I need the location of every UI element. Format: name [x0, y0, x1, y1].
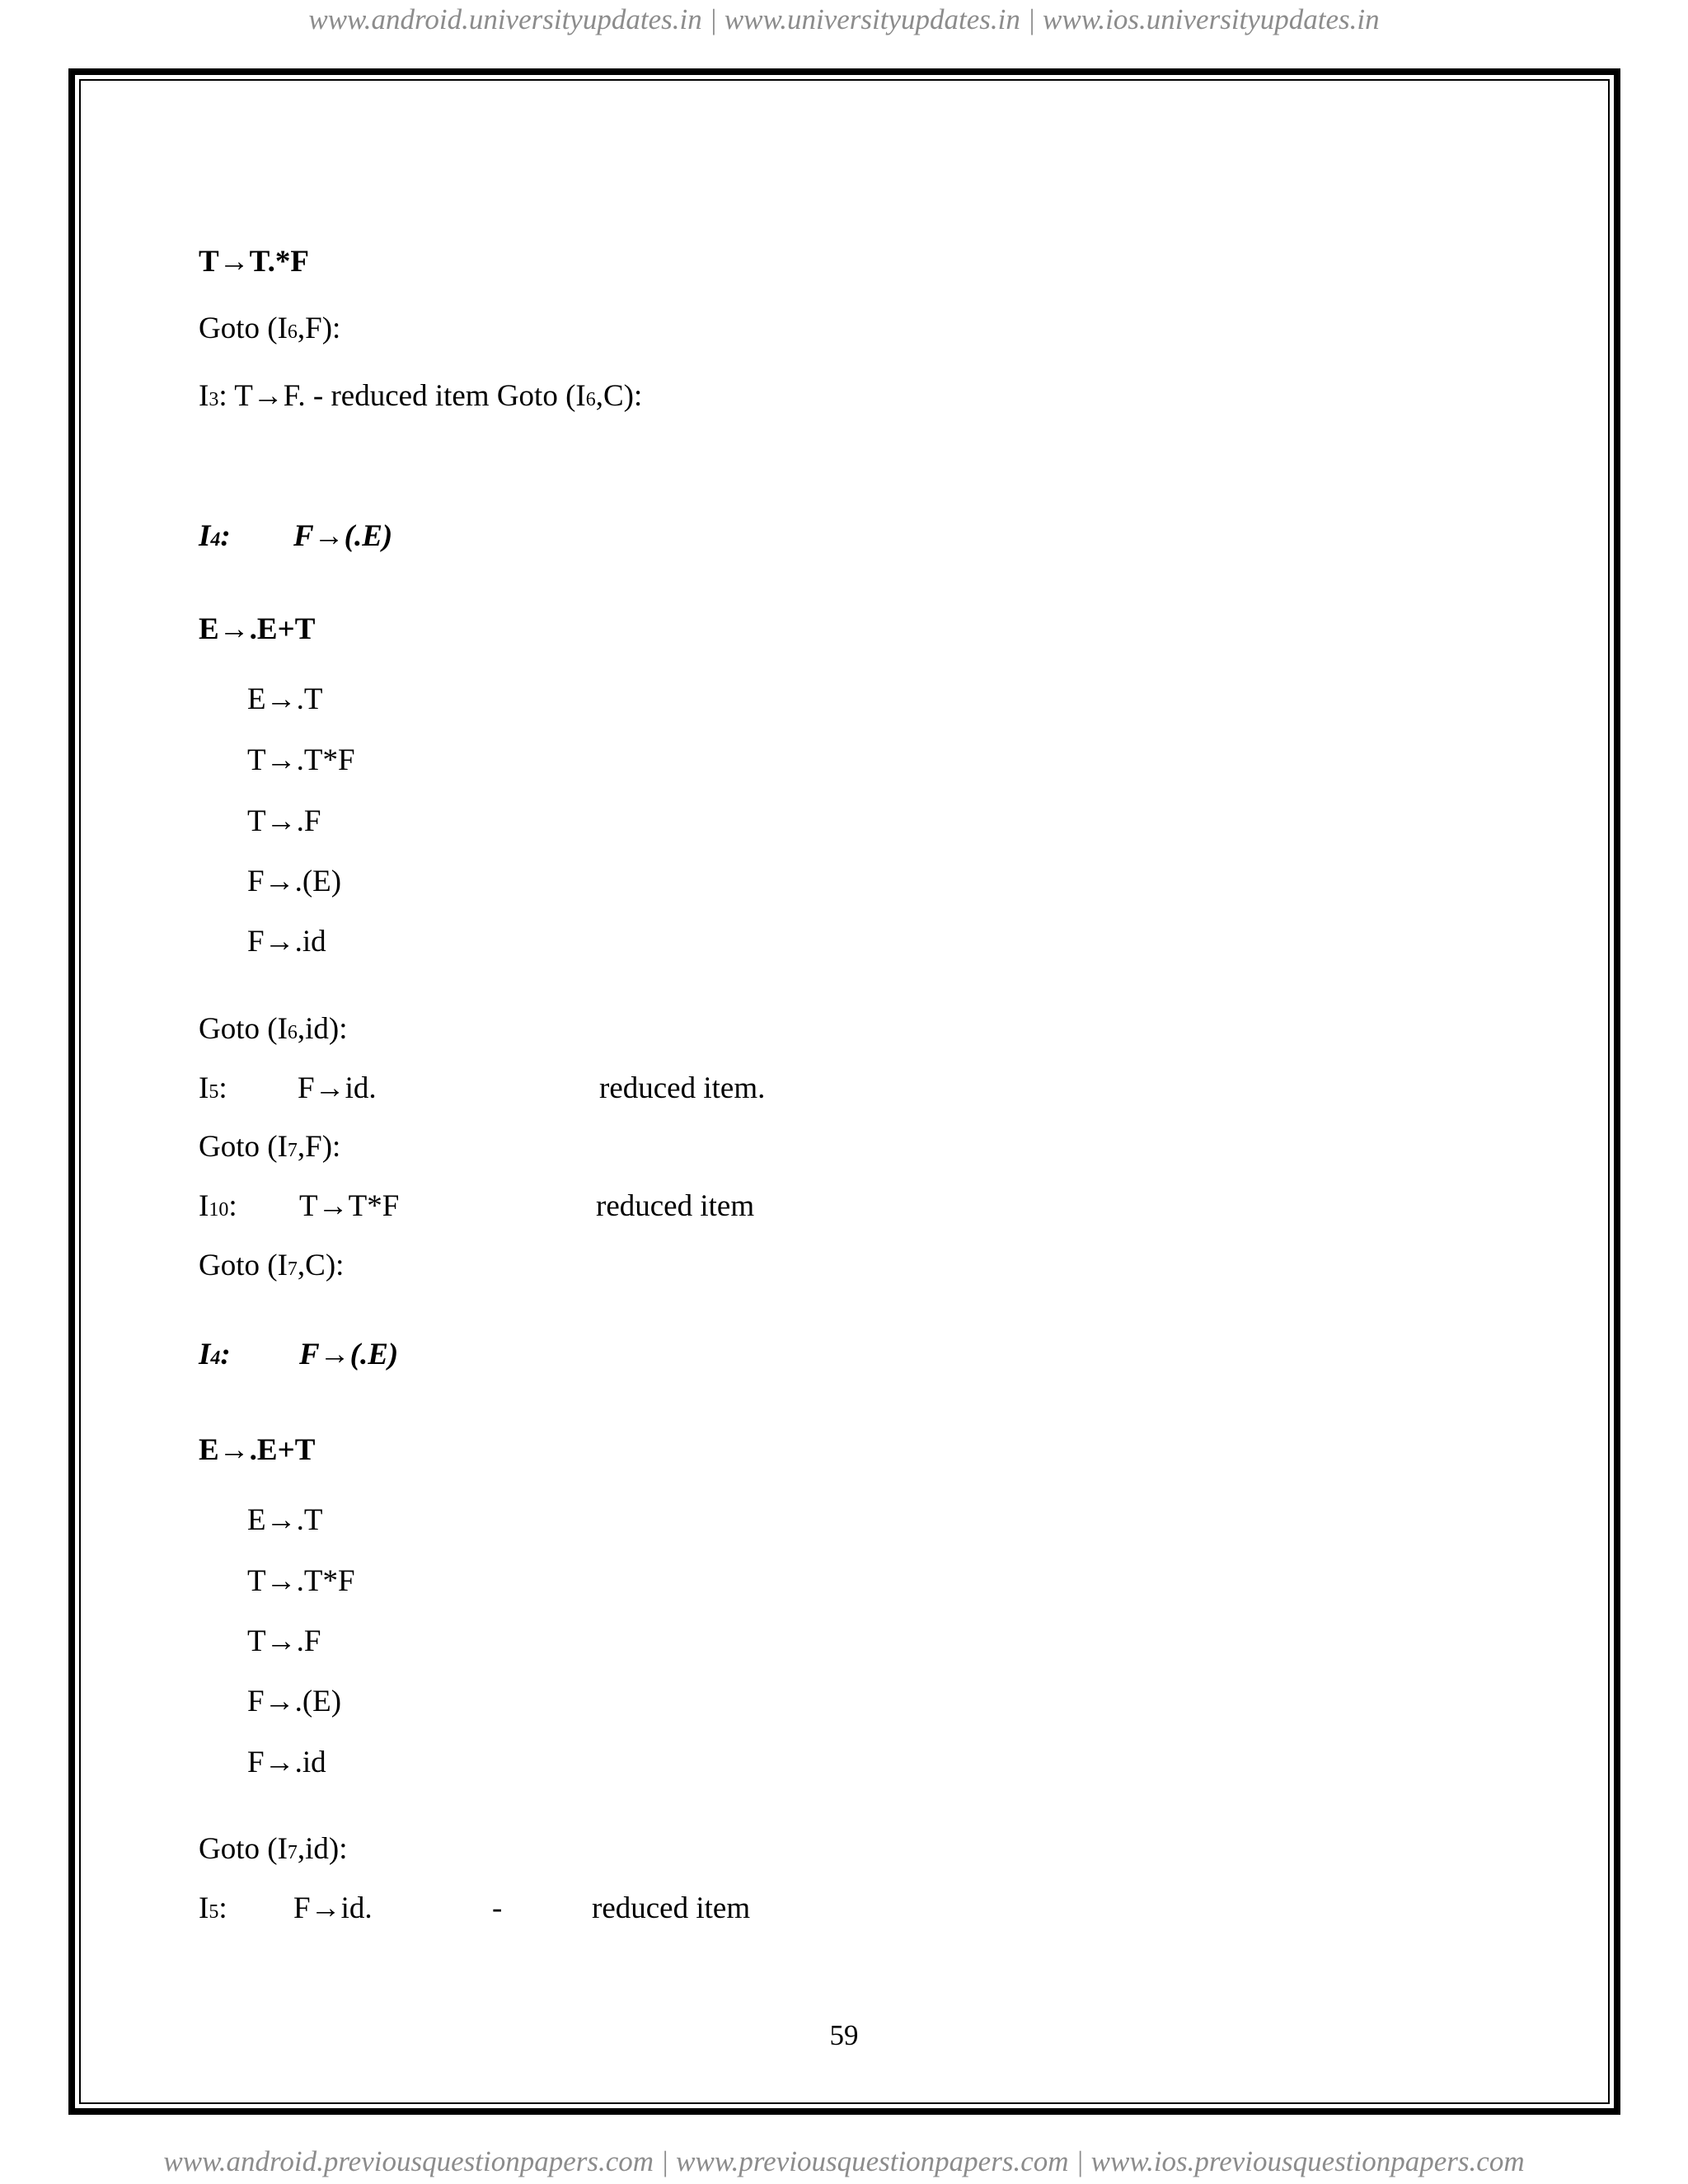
item-a-0: E→.T — [247, 682, 323, 716]
subscript: 7 — [287, 1140, 298, 1161]
goto-text: ,F): — [297, 312, 341, 345]
state-label: I — [199, 519, 211, 553]
state-i3-line — [199, 381, 642, 411]
state-label: : — [228, 1189, 237, 1223]
subscript: 4 — [210, 529, 221, 551]
state-i4-item-a: F→(.E) — [293, 519, 393, 553]
state-i5-b-dash: - — [492, 1891, 503, 1925]
state-i4-header-a — [199, 521, 231, 551]
goto-i6-id — [199, 1014, 348, 1044]
subscript: 7 — [287, 1842, 298, 1863]
item-a-2: T→.F — [247, 804, 321, 838]
subscript: 6 — [287, 321, 298, 343]
goto-text: Goto (I — [199, 1249, 288, 1282]
goto-text: Goto (I — [199, 1130, 288, 1164]
goto-text: Goto (I — [199, 1012, 288, 1046]
watermark-bottom: www.android.previousquestionpapers.com | www.previousquestionpapers.com | www.ios.previousquestionpapers.com — [163, 2145, 1525, 2177]
state-label: : — [218, 1891, 227, 1925]
goto-i7-id — [199, 1834, 348, 1864]
item-a-4: F→.id — [247, 925, 326, 958]
goto-text: Goto (I — [199, 1832, 288, 1866]
state-i10-note: reduced item — [596, 1189, 755, 1223]
state-text: ,C): — [595, 379, 643, 413]
item-b-3: F→.(E) — [247, 1685, 342, 1718]
goto-text: ,C): — [297, 1249, 345, 1282]
item-b-1: T→.T*F — [247, 1564, 355, 1598]
goto-text: ,id): — [297, 1012, 348, 1046]
state-i4-header-b — [199, 1339, 231, 1370]
state-label: I — [199, 1891, 209, 1925]
production-e-a: E→.E+T — [199, 612, 316, 646]
page-number: 59 — [829, 2019, 859, 2051]
goto-i7-f — [199, 1132, 340, 1162]
subscript: 5 — [209, 1081, 219, 1103]
state-i5-b-item: F→id. — [293, 1891, 373, 1925]
item-b-0: E→.T — [247, 1503, 323, 1537]
goto-i7-c — [199, 1250, 344, 1281]
subscript: 10 — [209, 1199, 229, 1221]
state-label: I — [199, 1189, 209, 1223]
goto-text: ,id): — [297, 1832, 348, 1866]
subscript: 5 — [209, 1901, 219, 1923]
item-a-1: T→.T*F — [247, 743, 355, 777]
state-i10 — [199, 1191, 237, 1221]
production-t-tdotf: T→T.*F — [199, 245, 309, 279]
production-e-b: E→.E+T — [199, 1433, 316, 1467]
subscript: 6 — [287, 1022, 298, 1043]
subscript: 3 — [209, 389, 219, 410]
state-label: I — [199, 1071, 209, 1105]
state-label: I — [199, 1338, 211, 1371]
state-i5-b — [199, 1893, 227, 1924]
state-label: : — [220, 519, 231, 553]
state-label: I — [199, 379, 209, 413]
state-i5-a-item: F→id. — [298, 1071, 377, 1105]
subscript: 4 — [210, 1347, 221, 1369]
item-b-2: T→.F — [247, 1624, 321, 1658]
state-i10-item: T→T*F — [299, 1189, 400, 1223]
state-text: : T→F. - reduced item Goto (I — [218, 379, 586, 413]
subscript: 6 — [585, 389, 596, 410]
state-i5-a-note: reduced item. — [599, 1071, 766, 1105]
state-i4-item-b: F→(.E) — [299, 1338, 399, 1371]
goto-text: ,F): — [297, 1130, 341, 1164]
item-b-4: F→.id — [247, 1746, 326, 1779]
goto-text: Goto (I — [199, 312, 288, 345]
goto-i6-f — [199, 313, 340, 344]
state-i5-a — [199, 1073, 227, 1104]
state-i5-b-note: reduced item — [592, 1891, 751, 1925]
subscript: 7 — [287, 1258, 298, 1280]
item-a-3: F→.(E) — [247, 865, 342, 898]
state-label: : — [218, 1071, 227, 1105]
watermark-top: www.android.universityupdates.in | www.universityupdates.in | www.ios.universityupdates.in — [308, 3, 1380, 35]
state-label: : — [220, 1338, 231, 1371]
